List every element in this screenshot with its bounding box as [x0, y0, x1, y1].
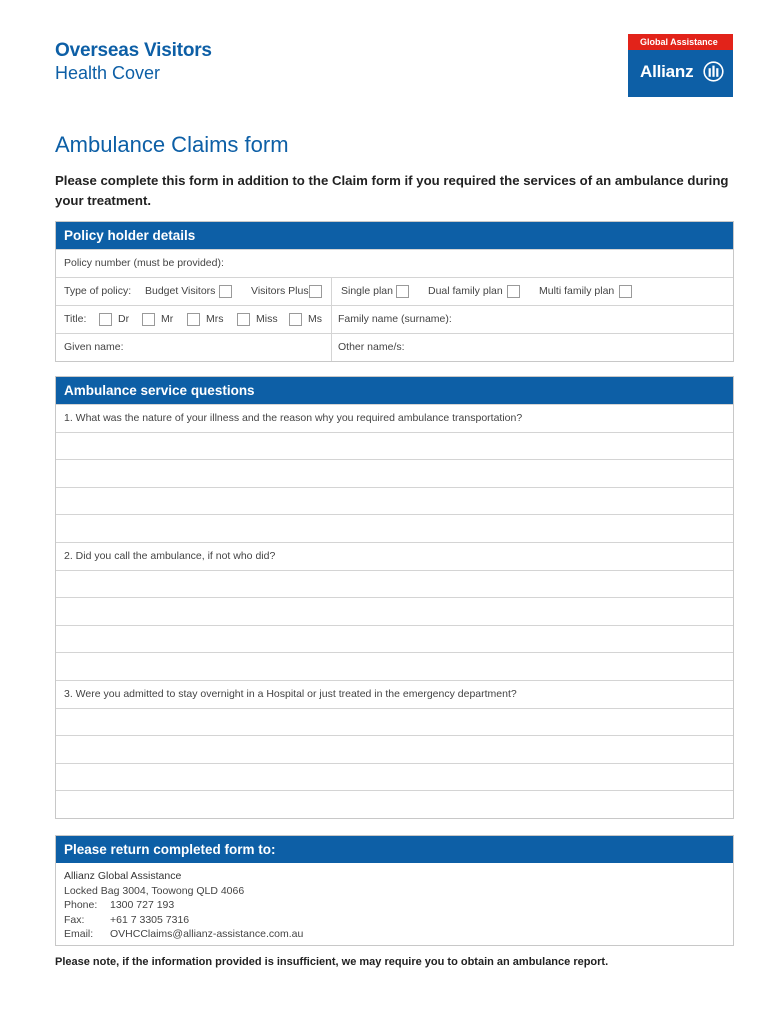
- question-3: 3. Were you admitted to stay overnight in a Hospital or just treated in the emergency department?: [56, 680, 733, 708]
- other-names-label[interactable]: Other name/s:: [338, 341, 405, 353]
- allianz-logo: [628, 34, 733, 97]
- postal-address: Locked Bag 3004, Toowong QLD 4066: [64, 884, 245, 897]
- fax-label: Fax:: [64, 913, 85, 926]
- answer-line[interactable]: [56, 487, 733, 515]
- company-name: Allianz Global Assistance: [64, 870, 182, 882]
- brand-title: Overseas Visitors: [55, 40, 212, 61]
- policy-type-row: [56, 277, 733, 305]
- phone-label: Phone:: [64, 899, 98, 912]
- policy-holder-header: Policy holder details: [56, 222, 733, 249]
- type-visitors-plus-label: Visitors Plus: [251, 285, 309, 297]
- type-single-plan-label: Single plan: [341, 285, 393, 297]
- footer-note: Please note, if the information provided is insufficient, we may require you to obtain an ambulance report.: [55, 956, 609, 968]
- title-mr-checkbox[interactable]: [142, 313, 155, 326]
- answer-line[interactable]: [56, 763, 733, 791]
- policy-number-label: Policy number (must be provided):: [64, 257, 224, 269]
- question-1: 1. What was the nature of your illness and the reason why you required ambulance transportation?: [56, 404, 733, 432]
- title-label: Title:: [64, 313, 87, 325]
- answer-line[interactable]: [56, 625, 733, 653]
- policy-type-label: Type of policy:: [64, 285, 132, 297]
- policy-holder-section: [55, 221, 734, 362]
- divider: [331, 334, 332, 361]
- phone-value: 1300 727 193: [110, 899, 175, 912]
- given-name-label[interactable]: Given name:: [64, 341, 124, 353]
- email-value[interactable]: OVHCClaims@allianz-assistance.com.au: [110, 928, 304, 941]
- title-dr-checkbox[interactable]: [99, 313, 112, 326]
- answer-line[interactable]: [56, 597, 733, 625]
- answer-line[interactable]: [56, 432, 733, 460]
- form-intro: Please complete this form in addition to the Claim form if you required the services of an ambulance during your treatment.: [55, 173, 729, 208]
- ambulance-questions-header: Ambulance service questions: [56, 377, 733, 404]
- type-budget-visitors-label: Budget Visitors: [145, 285, 216, 297]
- type-single-plan-checkbox[interactable]: [396, 285, 409, 298]
- question-2: 2. Did you call the ambulance, if not who did?: [56, 542, 733, 570]
- fax-value: +61 7 3305 7316: [110, 913, 190, 926]
- divider: [331, 278, 332, 305]
- type-multi-family-label: Multi family plan: [539, 285, 615, 297]
- return-address: [56, 863, 733, 945]
- title-mr-label: Mr: [161, 313, 174, 325]
- answer-line[interactable]: [56, 459, 733, 487]
- return-address-header: Please return completed form to:: [56, 836, 733, 863]
- type-dual-family-checkbox[interactable]: [507, 285, 520, 298]
- type-multi-family-checkbox[interactable]: [619, 285, 632, 298]
- answer-line[interactable]: [56, 514, 733, 542]
- title-ms-label: Ms: [308, 313, 322, 325]
- return-address-section: [55, 835, 734, 946]
- title-mrs-label: Mrs: [206, 313, 224, 325]
- family-name-label[interactable]: Family name (surname):: [338, 313, 452, 325]
- type-dual-family-label: Dual family plan: [428, 285, 503, 297]
- type-visitors-plus-checkbox[interactable]: [309, 285, 322, 298]
- email-label: Email:: [64, 928, 94, 941]
- answer-line[interactable]: [56, 652, 733, 680]
- logo-tag: Global Assistance: [628, 34, 733, 50]
- form-title: Ambulance Claims form: [55, 132, 289, 157]
- answer-line[interactable]: [56, 790, 733, 818]
- title-row: [56, 305, 733, 333]
- brand-subtitle: Health Cover: [55, 63, 161, 83]
- type-budget-visitors-checkbox[interactable]: [219, 285, 232, 298]
- title-ms-checkbox[interactable]: [289, 313, 302, 326]
- answer-line[interactable]: [56, 570, 733, 598]
- title-mrs-checkbox[interactable]: [187, 313, 200, 326]
- answer-line[interactable]: [56, 735, 733, 763]
- title-miss-checkbox[interactable]: [237, 313, 250, 326]
- title-dr-label: Dr: [118, 313, 130, 325]
- ambulance-questions-section: [55, 376, 734, 819]
- title-miss-label: Miss: [256, 313, 278, 325]
- given-name-row: [56, 333, 733, 361]
- logo-name: Allianz: [640, 62, 694, 81]
- policy-number-row[interactable]: [56, 249, 733, 277]
- allianz-eagle-icon: [703, 61, 724, 82]
- answer-line[interactable]: [56, 708, 733, 736]
- divider: [331, 306, 332, 333]
